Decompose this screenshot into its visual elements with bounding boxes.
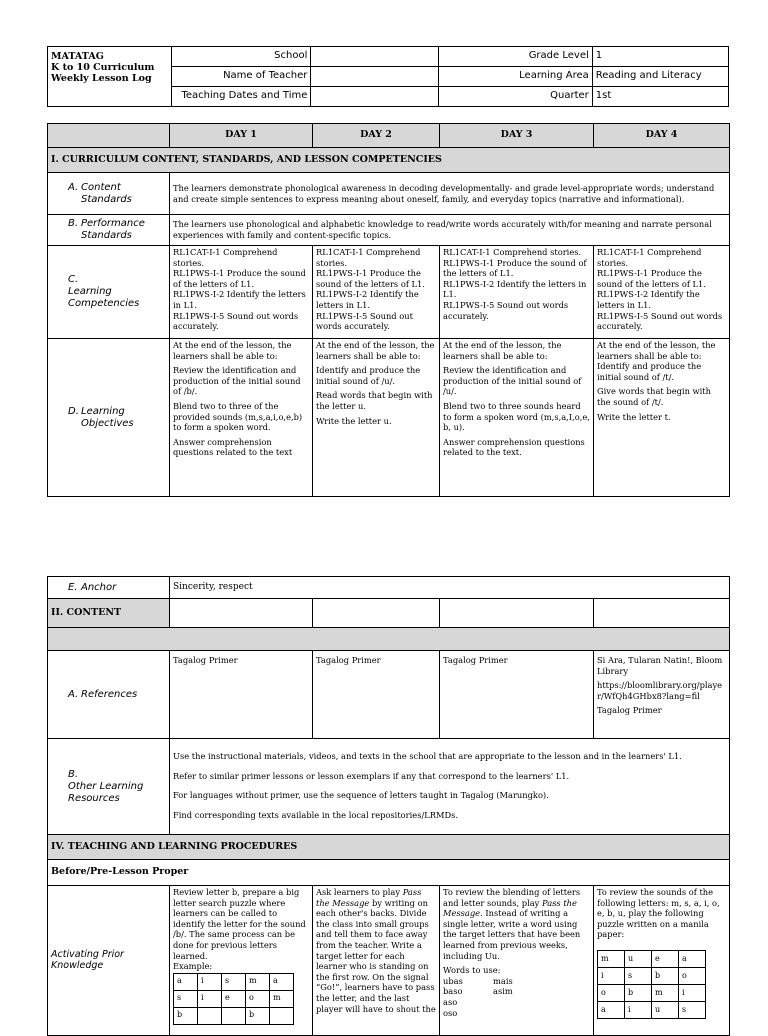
quarter-label: Quarter (438, 87, 592, 107)
letter-search-grid: a i s m a s i e o m b b (173, 973, 294, 1025)
words-to-use-list: ubas mais baso asim aso oso (443, 975, 513, 1018)
school-field[interactable] (311, 47, 438, 67)
activity-day-3: To review the blending of letters and letter sounds, play Pass the Message. Instead of writing a single letter, write a word using the target letters that have been learned from previous weeks, including Uu. Words to use: ubas mais baso asim aso oso (440, 886, 594, 1036)
references-label: A. References (48, 651, 170, 739)
grade-level-field[interactable]: 1 (592, 47, 728, 67)
day-header-4: DAY 4 (594, 124, 730, 148)
anchor-label: E. Anchor (48, 577, 170, 599)
objectives-day-4: At the end of the lesson, the learners shall be able to: Identify and produce the initial sound of /t/. Give words that begin with the sound of /t/. Write the letter t. (594, 339, 730, 497)
activity-day-2: Ask learners to play Pass the Message by writing on each other's backs. Divide the class into small groups and tell them to face away from the teacher. Write a target letter for each learner who is standing on the first row. On the signal “Go!”, learners have to pass the letter, and the last player will have to shout the (313, 886, 440, 1036)
references-day-3: Tagalog Primer (440, 651, 594, 739)
dates-label: Teaching Dates and Time (172, 87, 311, 107)
competencies-day-4: RL1CAT-I-1 Comprehend stories. RL1PWS-I-1 Produce the sound of the letters of L1. RL1PWS-I-2 Identify the letters in L1. RL1PWS-I-5 Sound out words accurately. (594, 246, 730, 339)
gray-spacer-row (48, 628, 730, 651)
activating-prior-knowledge-label: Activating Prior Knowledge (48, 886, 170, 1036)
learning-competencies-label: C.Learning Competencies (48, 246, 170, 339)
content-day-2 (313, 599, 440, 628)
dates-field[interactable] (311, 87, 438, 107)
anchor-text: Sincerity, respect (170, 577, 730, 599)
section-curriculum-title: I. CURRICULUM CONTENT, STANDARDS, AND LESSON COMPETENCIES (48, 148, 730, 173)
competencies-day-3: RL1CAT-I-1 Comprehend stories. RL1PWS-I-1 Produce the sound of the letters of L1. RL1PWS-I-2 Identify the letters in L1. RL1PWS-I-5 Sound out words accurately. (440, 246, 594, 339)
learning-objectives-label: D. Learning Objectives (48, 339, 170, 497)
teacher-label: Name of Teacher (172, 67, 311, 87)
objectives-day-3: At the end of the lesson, the learners shall be able to: Review the identification and production of the initial sound of /u/. Blend two to three sounds heard to form a spoken word (m,s,a,I,o,e, b, u). Answer comprehension questions related to the text. (440, 339, 594, 497)
activity-day-4: To review the sounds of the following letters: m, s, a, i, o, e, b, u, play the following puzzle written on a manila paper: m u e a i s b o o b m i a i u s (594, 886, 730, 1036)
learning-area-label: Learning Area (438, 67, 592, 87)
log-title: MATATAG K to 10 Curriculum Weekly Lesson Log (48, 47, 172, 107)
pre-lesson-subtitle: Before/Pre-Lesson Proper (48, 860, 730, 886)
objectives-day-2: At the end of the lesson, the learners shall be able to: Identify and produce the initial sound of /u/. Read words that begin with the letter u. Write the letter u. (313, 339, 440, 497)
other-resources-text: Use the instructional materials, videos, and texts in the school that are appropriate to the lesson and in the learners' L1. Refer to similar primer lessons or lesson exemplars if any that correspond to the learners' L1. For languages without primer, use the sequence of letters taught in Tagalog (Marungko). Find corresponding texts available in the local repositories/LRMDs. (170, 739, 730, 835)
content-block (47, 576, 729, 1036)
grade-level-label: Grade Level (438, 47, 592, 67)
learning-area-field[interactable]: Reading and Literacy (592, 67, 728, 87)
competencies-day-2: RL1CAT-I-1 Comprehend stories. RL1PWS-I-1 Produce the sound of the letters of L1. RL1PWS-I-2 Identify the letters in L1. RL1PWS-I-5 Sound out words accurately. (313, 246, 440, 339)
performance-standards-label: B. Performance Standards (48, 215, 170, 246)
section-content-title: II. CONTENT (48, 599, 170, 628)
curriculum-block (47, 123, 729, 497)
references-day-4: Si Ara, Tularan Natin!, Bloom Library https://bloomlibrary.org/player/WfQh4GHbx8?lang=fil Tagalog Primer (594, 651, 730, 739)
objectives-day-1: At the end of the lesson, the learners shall be able to: Review the identification and production of the initial sound of /b/. Blend two to three of the provided sounds (m,s,a,i,o,e,b) to form a spoken word. Answer comprehension questions related to the text (170, 339, 313, 497)
content-day-3 (440, 599, 594, 628)
day-header-blank (48, 124, 170, 148)
references-day-1: Tagalog Primer (170, 651, 313, 739)
content-standards-label: A. Content Standards (48, 173, 170, 215)
day-header-3: DAY 3 (440, 124, 594, 148)
day-header-1: DAY 1 (170, 124, 313, 148)
teacher-field[interactable] (311, 67, 438, 87)
content-standards-text: The learners demonstrate phonological awareness in decoding developmentally- and grade level-appropriate words; understand and create simple sentences to express meaning about oneself, family, and everyday topics (narrative and informational). (170, 173, 730, 215)
header-block (47, 46, 729, 107)
school-label: School (172, 47, 311, 67)
performance-standards-text: The learners use phonological and alphabetic knowledge to read/write words accurately with/for meaning and narrate personal experiences with family and content-specific topics. (170, 215, 730, 246)
reference-link[interactable]: https://bloomlibrary.org/player/WfQh4GHbx8?lang=fil (597, 680, 723, 701)
competencies-day-1: RL1CAT-I-1 Comprehend stories. RL1PWS-I-1 Produce the sound of the letters of L1. RL1PWS-I-2 Identify the letters in L1. RL1PWS-I-5 Sound out words accurately. (170, 246, 313, 339)
references-day-2: Tagalog Primer (313, 651, 440, 739)
sound-puzzle-grid: m u e a i s b o o b m i a i u s (597, 950, 706, 1019)
day-header-2: DAY 2 (313, 124, 440, 148)
content-day-1 (170, 599, 313, 628)
activity-day-1: Review letter b, prepare a big letter search puzzle where learners can be called to identify the letter for the sound /b/. The same process can be done for previous letters learned. Example: a i s m a s i e o m b b (170, 886, 313, 1036)
section-procedures-title: IV. TEACHING AND LEARNING PROCEDURES (48, 835, 730, 860)
other-resources-label: B.Other Learning Resources (48, 739, 170, 835)
quarter-field[interactable]: 1st (592, 87, 728, 107)
content-day-4 (594, 599, 730, 628)
